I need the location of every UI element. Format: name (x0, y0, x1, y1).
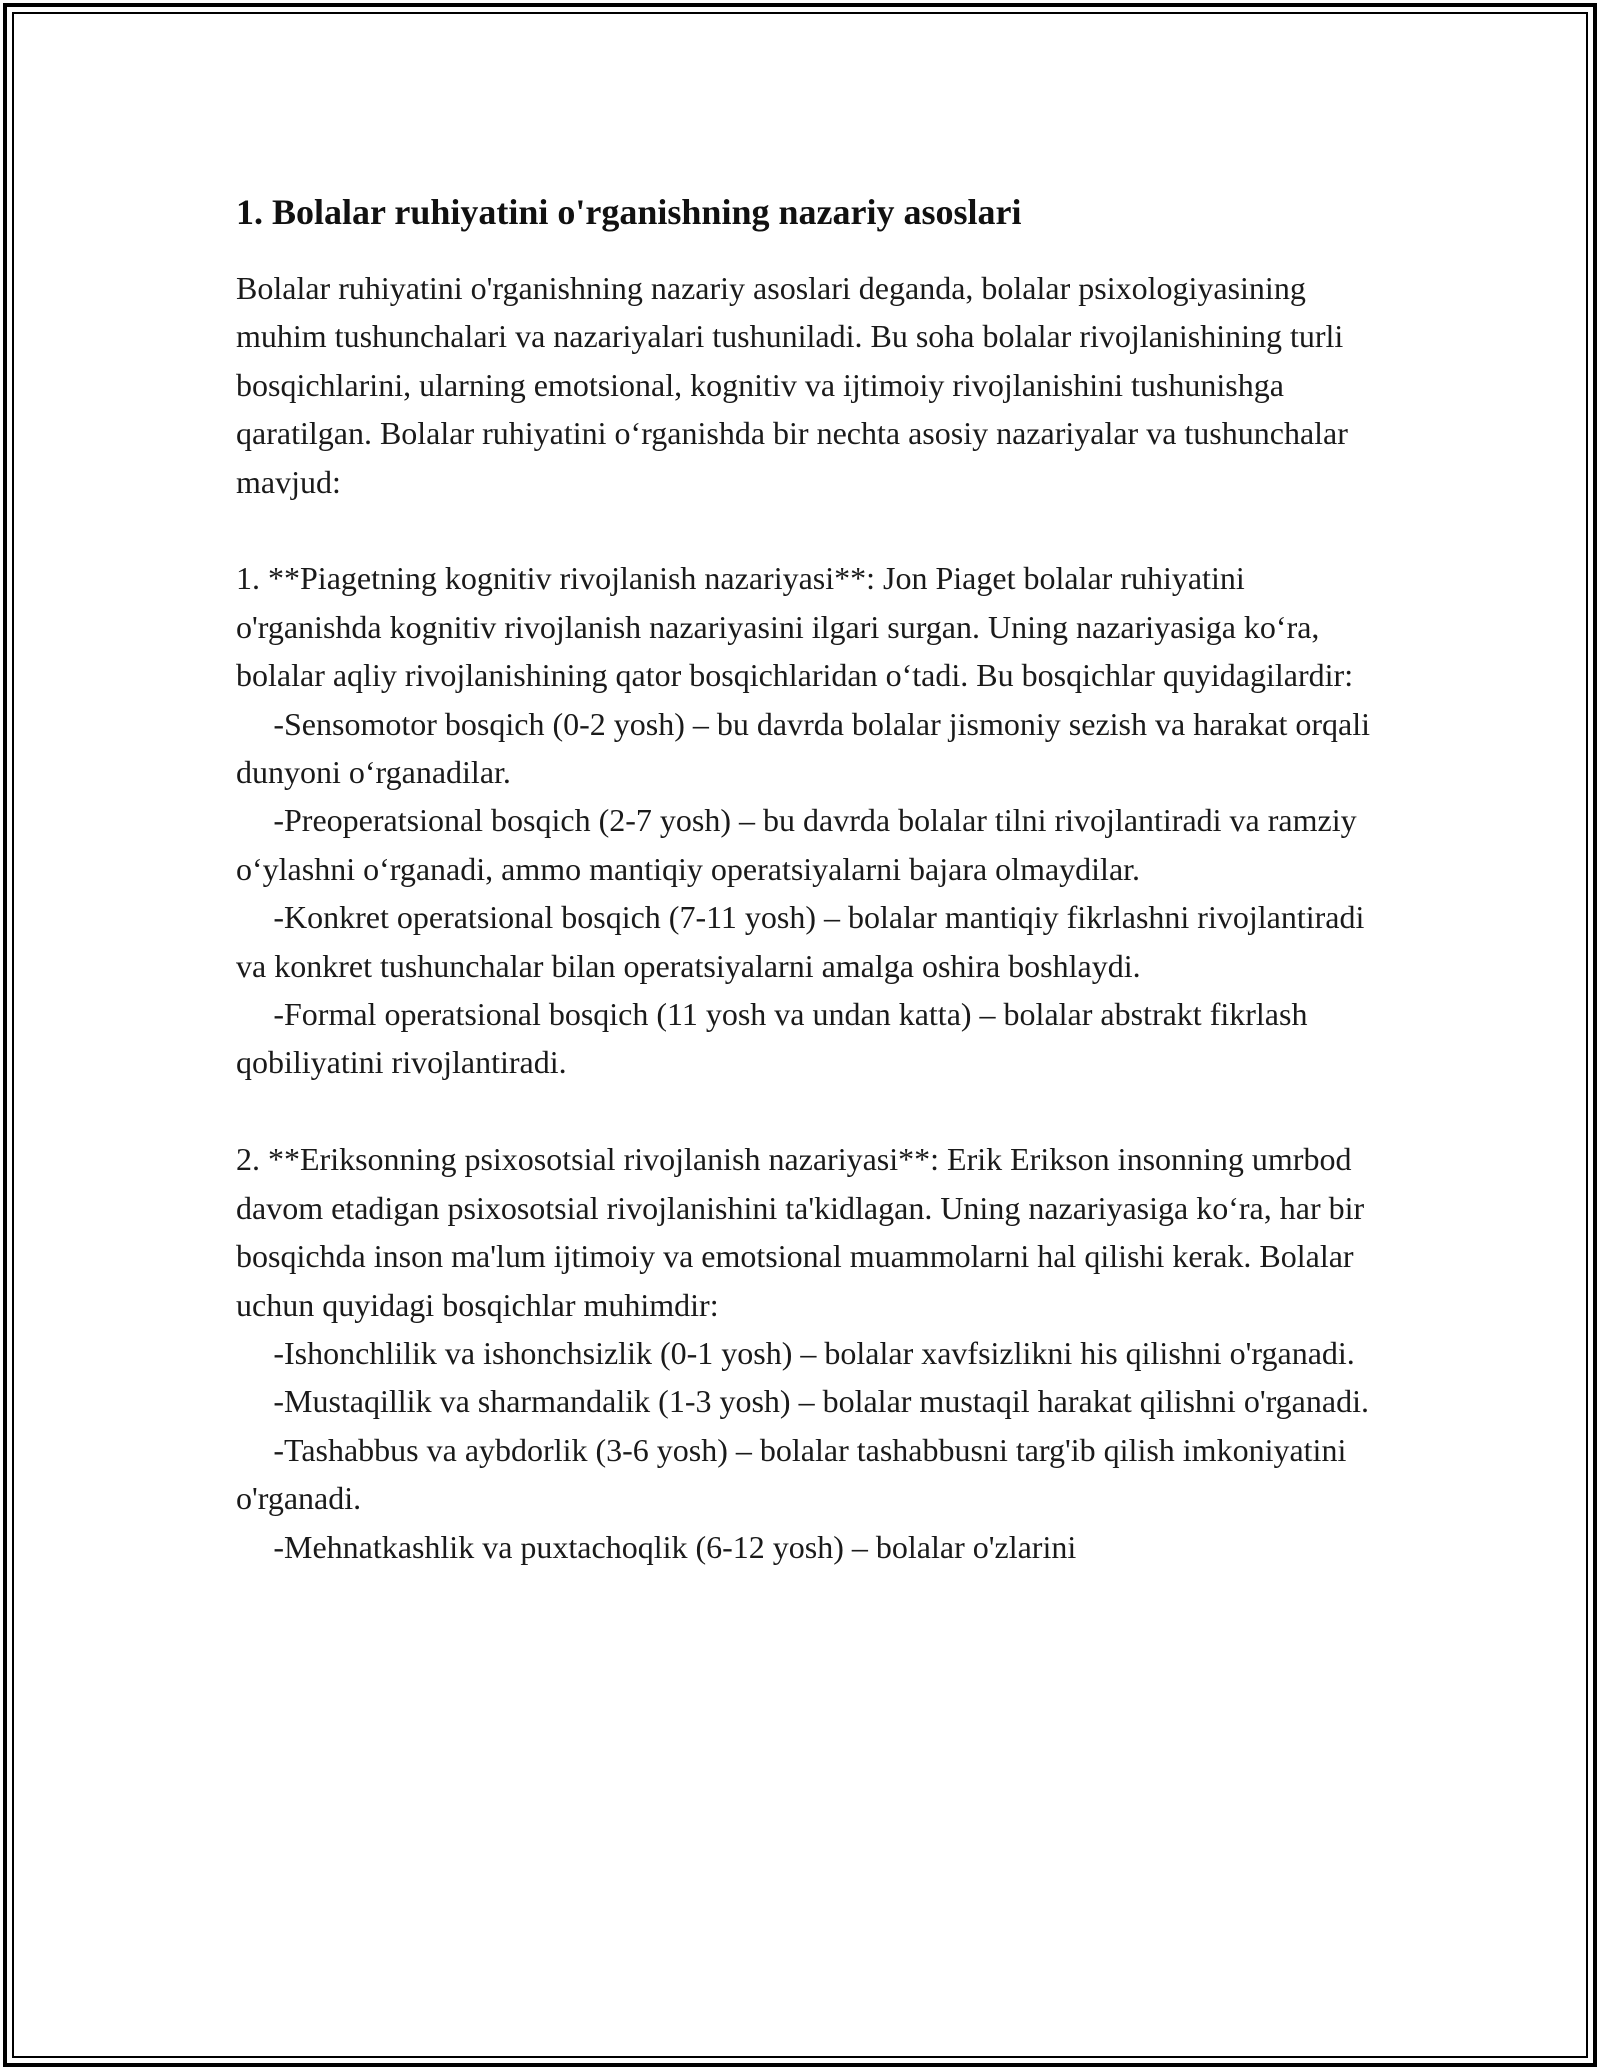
document-body (236, 188, 1386, 1571)
section-piaget (236, 554, 1386, 1086)
blank-line (236, 506, 1386, 554)
list-item (236, 1377, 1386, 1425)
section-erikson (236, 1135, 1386, 1571)
list-item-text: Tashabbus va aybdorlik (3-6 yosh) – bolalar tashabbusni targ'ib qilish imkoniyatini o'rganadi. (236, 1431, 1347, 1517)
list-item (236, 1426, 1386, 1523)
dash-marker: - (273, 1334, 284, 1371)
dash-marker: - (273, 996, 284, 1033)
list-item (236, 796, 1386, 893)
dash-marker: - (273, 802, 284, 839)
list-item (236, 893, 1386, 990)
list-item-text: Formal operatsional bosqich (11 yosh va undan katta) – bolalar abstrakt fikrlash qobiliyatini rivojlantiradi. (236, 996, 1308, 1081)
list-item-text: Ishonchlilik va ishonchsizlik (0-1 yosh) – bolalar xavfsizlikni his qilishni o'rganadi. (284, 1334, 1355, 1371)
blank-line (236, 1087, 1386, 1135)
document-title: 1. Bolalar ruhiyatini o'rganishning nazariy asoslari (236, 192, 1022, 232)
list-item-text: Mustaqillik va sharmandalik (1-3 yosh) – bolalar mustaqil harakat qilishni o'rganadi. (284, 1383, 1369, 1420)
dash-marker: - (273, 705, 284, 742)
dash-marker: - (273, 1383, 284, 1420)
section-text: 1. **Piagetning kognitiv rivojlanish nazariyasi**: Jon Piaget bolalar ruhiyatini o'rganishda kognitiv rivojlanish nazariyasini ilgari surgan. Uning nazariyasiga ko‘ra, bolalar aqliy rivojlanishining qator bosqichlaridan o‘tadi. Bu bosqichlar quyidagilardir: (236, 560, 1354, 694)
list-item-text: Konkret operatsional bosqich (7-11 yosh) – bolalar mantiqiy fikrlashni rivojlantiradi va konkret tushunchalar bilan operatsiyalarni amalga oshira boshlaydi. (236, 899, 1365, 984)
list-item (236, 700, 1386, 797)
list-item-text: Mehnatkashlik va puxtachoqlik (6-12 yosh) – bolalar o'zlarini (284, 1528, 1077, 1565)
list-item-text: Sensomotor bosqich (0-2 yosh) – bu davrda bolalar jismoniy sezish va harakat orqali dunyoni o‘rganadilar. (236, 705, 1370, 791)
dash-marker: - (273, 1431, 284, 1468)
list-item-text: Preoperatsional bosqich (2-7 yosh) – bu davrda bolalar tilni rivojlantiradi va ramziy o‘ylashni o‘rganadi, ammo mantiqiy operatsiyalarni bajara olmaydilar. (236, 802, 1357, 887)
section-text: 2. **Eriksonning psixosotsial rivojlanish nazariyasi**: Erik Erikson insonning umrbod davom etadigan psixosotsial rivojlanishini ta'kidlagan. Uning nazariyasiga ko‘ra, har bir bosqichda inson ma'lum ijtimoiy va emotsional muammolarni hal qilishi kerak. Bolalar uchun quyidagi bosqichlar muhimdir: (236, 1141, 1365, 1323)
list-item (236, 1523, 1386, 1571)
intro-paragraph: Bolalar ruhiyatini o'rganishning nazariy asoslari deganda, bolalar psixologiyasining muhim tushunchalari va nazariyalari tushuniladi. Bu soha bolalar rivojlanishining turli bosqichlarini, ularning emotsional, kognitiv va ijtimoiy rivojlanishini tushunishga qaratilgan. Bolalar ruhiyatini o‘rganishda bir nechta asosiy nazariyalar va tushunchalar mavjud: (236, 270, 1356, 500)
dash-marker: - (273, 899, 284, 936)
list-item (236, 990, 1386, 1087)
list-item (236, 1329, 1386, 1377)
dash-marker: - (273, 1528, 284, 1565)
